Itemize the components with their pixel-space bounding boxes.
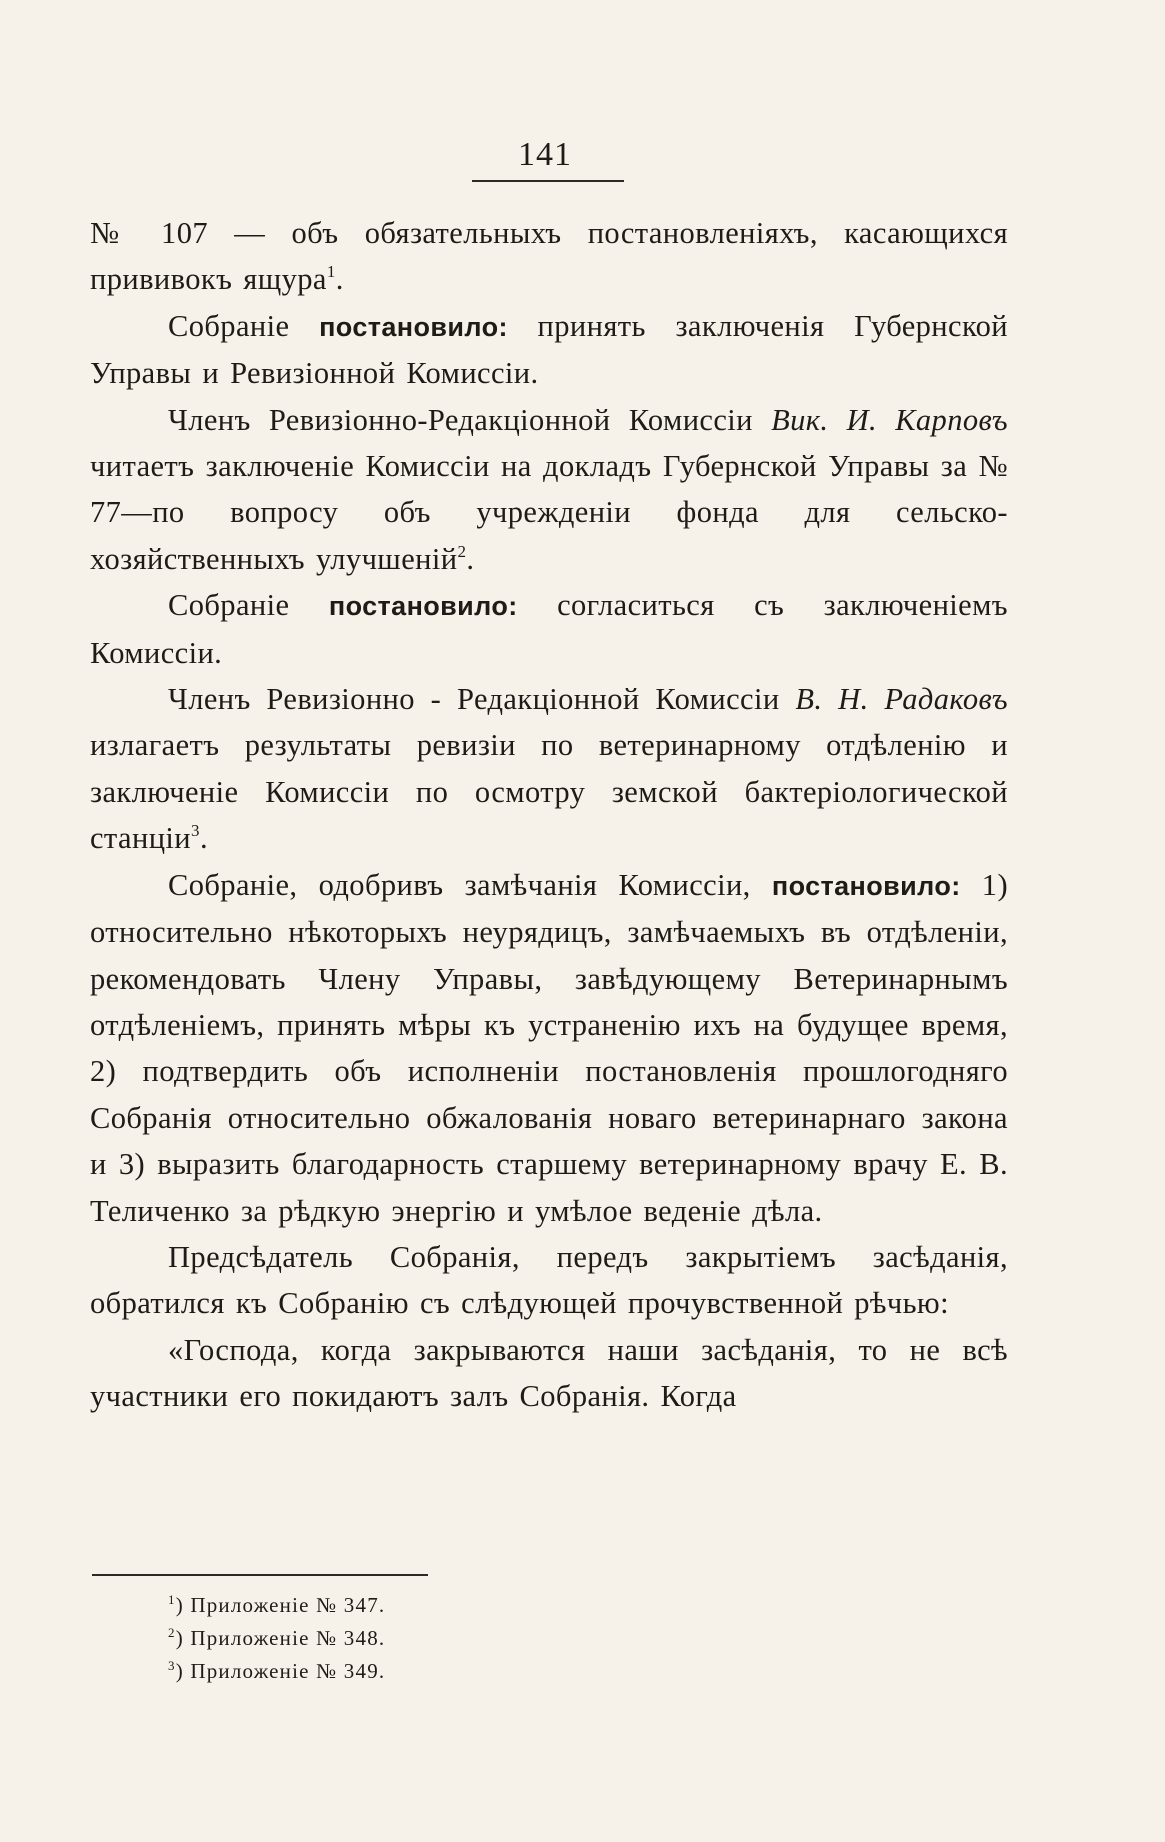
paragraph-3-before: Членъ Ревизіонно-Редакціонной Комиссіи: [168, 402, 772, 437]
paragraph-8-text: «Господа, когда закрываются наши засѣданія, то не всѣ участники его покидаютъ залъ Собранія. Когда: [90, 1332, 1008, 1414]
paragraph-3-tail: .: [466, 541, 475, 576]
paragraph-2: [90, 303, 1008, 397]
paragraph-4-before: Собраніе: [168, 588, 329, 623]
footnote-ref-1: 1: [326, 262, 336, 282]
paragraph-2-bold: постановило:: [319, 311, 508, 342]
paragraph-2-before: Собраніе: [168, 308, 320, 343]
paragraph-3-name: Вик. И. Карповъ: [771, 402, 1008, 437]
paragraph-2-after: принять заключенія Губернской Управы и Ревизіонной Комиссіи.: [90, 308, 1008, 391]
paragraph-6-before: Собраніе, одобривъ замѣчанія Комиссіи,: [168, 867, 772, 902]
paragraph-8: [90, 1327, 1008, 1420]
footnote-2-mark: 2: [168, 1625, 176, 1640]
paragraph-4-after: согласиться съ заключеніемъ Комиссіи.: [90, 588, 1008, 670]
main-text: [90, 210, 1008, 1420]
paragraph-5-tail: .: [199, 821, 208, 856]
paragraph-7-text: Предсѣдатель Собранія, передъ закрытіемъ засѣданія, обратился къ Собранію съ слѣдующей прочувственной рѣчью:: [90, 1239, 1008, 1321]
paragraph-5-before: Членъ Ревизіонно - Редакціонной Комиссіи: [168, 682, 796, 717]
footnote-2: $^2$) Приложеніе № 348.: [168, 1625, 386, 1650]
paragraph-5-name: В. Н. Радаковъ: [795, 682, 1008, 717]
paragraph-3: [90, 397, 1008, 583]
footnote-3-text: Приложеніе № 349.: [190, 1659, 386, 1683]
paragraph-4: [90, 582, 1008, 676]
paragraph-6: [90, 862, 1008, 1234]
footnote-1-text: Приложеніе № 347.: [190, 1593, 386, 1617]
footnote-3-mark: 3: [168, 1658, 176, 1673]
paragraph-6-after: 1) относительно нѣкоторыхъ неурядицъ, замѣчаемыхъ въ отдѣленіи, рекомендовать Члену Управы, завѣдующему Ветеринарнымъ отдѣленіемъ, принять мѣры къ устраненію ихъ на будущее время, 2) подтвердить объ исполненіи постановленія прошлогодняго Собранія относительно обжалованія новаго ветеринарнаго закона и 3) выразить благодарность старшему ветеринарному врачу Е. В. Теличенко за рѣдкую энергію и умѣлое веденіе дѣла.: [90, 867, 1008, 1228]
footnote-ref-2: 2: [457, 541, 467, 561]
paragraph-6-bold: постановило:: [771, 870, 961, 901]
paragraph-1: [90, 210, 1008, 303]
paragraph-7: [90, 1234, 1008, 1327]
footnotes: [168, 1589, 385, 1688]
footnote-1: $^1$) Приложеніе № 347.: [168, 1592, 386, 1617]
paragraph-1-text: № 107 — объ обязательныхъ постановленіяхъ, касающихся прививокъ ящура: [90, 216, 1008, 297]
paragraph-5: [90, 676, 1008, 862]
paragraph-3-after: читаетъ заключеніе Комиссіи на докладъ Губернской Управы за № 77—по вопросу объ учрежденіи фонда для сельско-хозяйственныхъ улучшеній: [90, 449, 1008, 576]
page-number: 141: [518, 136, 572, 173]
paragraph-5-after: излагаетъ результаты ревизіи по ветеринарному отдѣленію и заключеніе Комиссіи по осмотру земской бактеріологической станціи: [90, 728, 1008, 856]
paragraph-1-tail: .: [335, 262, 344, 297]
footnote-1-mark: 1: [168, 1592, 176, 1607]
footnote-3: $^3$) Приложеніе № 349.: [168, 1658, 386, 1683]
paragraph-4-bold: постановило:: [328, 591, 518, 622]
footnote-rule: [92, 1574, 428, 1576]
footnote-ref-3: 3: [191, 821, 200, 841]
page-number-rule: [472, 180, 624, 182]
footnote-2-text: Приложеніе № 348.: [190, 1626, 386, 1650]
